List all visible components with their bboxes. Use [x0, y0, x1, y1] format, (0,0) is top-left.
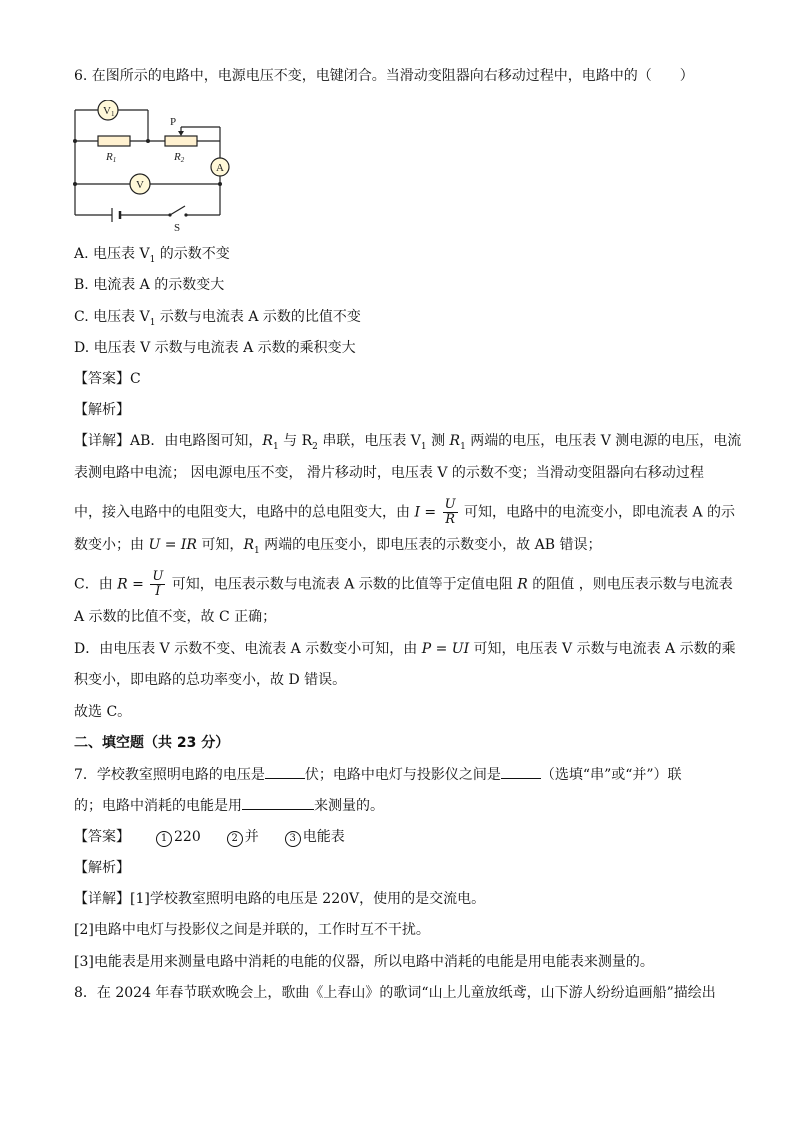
- detail-6-line-8: 积变小，即电路的总功率变小，故 D 错误。: [74, 672, 347, 688]
- r2-label: R2: [174, 151, 185, 164]
- detail-7-line-3: [3]电能表是用来测量电路中消耗的电能的仪器，所以电路中消耗的电能是用电能表来测量的。: [74, 954, 654, 970]
- blank-3: [242, 795, 314, 810]
- circuit-diagram: [70, 100, 240, 235]
- detail-6-line-2: 表测电路中电流； 因电源电压不变， 滑片移动时，电压表 V 的示数不变；当滑动变阻器向右移动过程: [74, 465, 704, 481]
- detail-6-line-1: 【详解】AB．由电路图可知，$R_1$ 与 $R_2$ 串联，电压表 $V_1$ 测 $R_1$ 两端的电压，电压表 V 测电源的电压，电流: [74, 433, 742, 452]
- option-a: A. 电压表 $V_1$ 的示数不变: [74, 246, 230, 265]
- switch-label: S: [174, 222, 181, 234]
- v1-meter-label: V1: [103, 105, 115, 118]
- r1-label: R1: [106, 151, 117, 164]
- detail-6-line-7: D．由电压表 V 示数不变、电流表 A 示数变小可知，由 P = UI 可知，电压表 V 示数与电流表 A 示数的乘: [74, 641, 736, 657]
- option-b: B. 电流表 A 的示数变大: [74, 277, 225, 293]
- analysis-7-tag: 【解析】: [74, 860, 130, 876]
- fraction-u-over-r: $\frac{U}{R}$: [444, 497, 456, 527]
- question-6-stem: 6. 在图所示的电路中，电源电压不变，电键闭合。当滑动变阻器向右移动过程中，电路中的（ ）: [74, 68, 694, 84]
- analysis-6-tag: 【解析】: [74, 402, 130, 418]
- detail-6-line-9: 故选 C。: [74, 704, 132, 720]
- detail-7-line-1: 【详解】[1]学校教室照明电路的电压是 220V，使用的是交流电。: [74, 891, 486, 907]
- blank-2: [501, 764, 541, 779]
- fraction-u-over-i: $\frac{U}{I}$: [152, 569, 164, 599]
- detail-7-line-2: [2]电路中电灯与投影仪之间是并联的，工作时互不干扰。: [74, 922, 430, 938]
- v-meter-label: V: [136, 179, 144, 191]
- slider-p-label: P: [170, 116, 177, 128]
- answer-number-1: 1: [156, 831, 172, 847]
- question-7-line-1: 7．学校教室照明电路的电压是 伏；电路中电灯与投影仪之间是 （选填“串”或“并”）联: [74, 764, 682, 785]
- answer-7: 【答案】 1 220 2 并 3 电能表: [74, 829, 345, 845]
- blank-1: [265, 764, 305, 779]
- detail-6-line-6: A 示数的比值不变，故 C 正确；: [74, 609, 277, 625]
- question-7-line-2: 的；电路中消耗的电能是用 来测量的。: [74, 795, 384, 816]
- detail-6-line-4: 数变小；由 U = IR 可知，$R_1$ 两端的电压变小，即电压表的示数变小，故 AB 错误；: [74, 537, 602, 556]
- detail-6-line-5: C．由 R = $\frac{U}{I}$ 可知，电压表示数与电流表 A 示数的比值等于定值电阻 R 的阻值 ，则电压表示数与电流表: [74, 569, 733, 599]
- detail-6-line-3: 中，接入电路中的电阻变大，电路中的总电阻变大，由 I = $\frac{U}{R}$ 可知，电路中的电流变小，即电流表 A 的示: [74, 497, 736, 527]
- question-8-line-1: 8．在 2024 年春节联欢晚会上，歌曲《上春山》的歌词“山上儿童放纸鸢，山下游人纷纷追画船”描绘出: [74, 985, 716, 1001]
- option-d: D. 电压表 V 示数与电流表 A 示数的乘积变大: [74, 340, 356, 356]
- option-c: C. 电压表 $V_1$ 示数与电流表 A 示数的比值不变: [74, 309, 361, 328]
- answer-6: 【答案】C: [74, 371, 141, 387]
- answer-number-3: 3: [285, 831, 301, 847]
- section-2-title: 二、填空题（共 23 分）: [74, 735, 230, 751]
- ammeter-label: A: [216, 162, 224, 174]
- answer-number-2: 2: [227, 831, 243, 847]
